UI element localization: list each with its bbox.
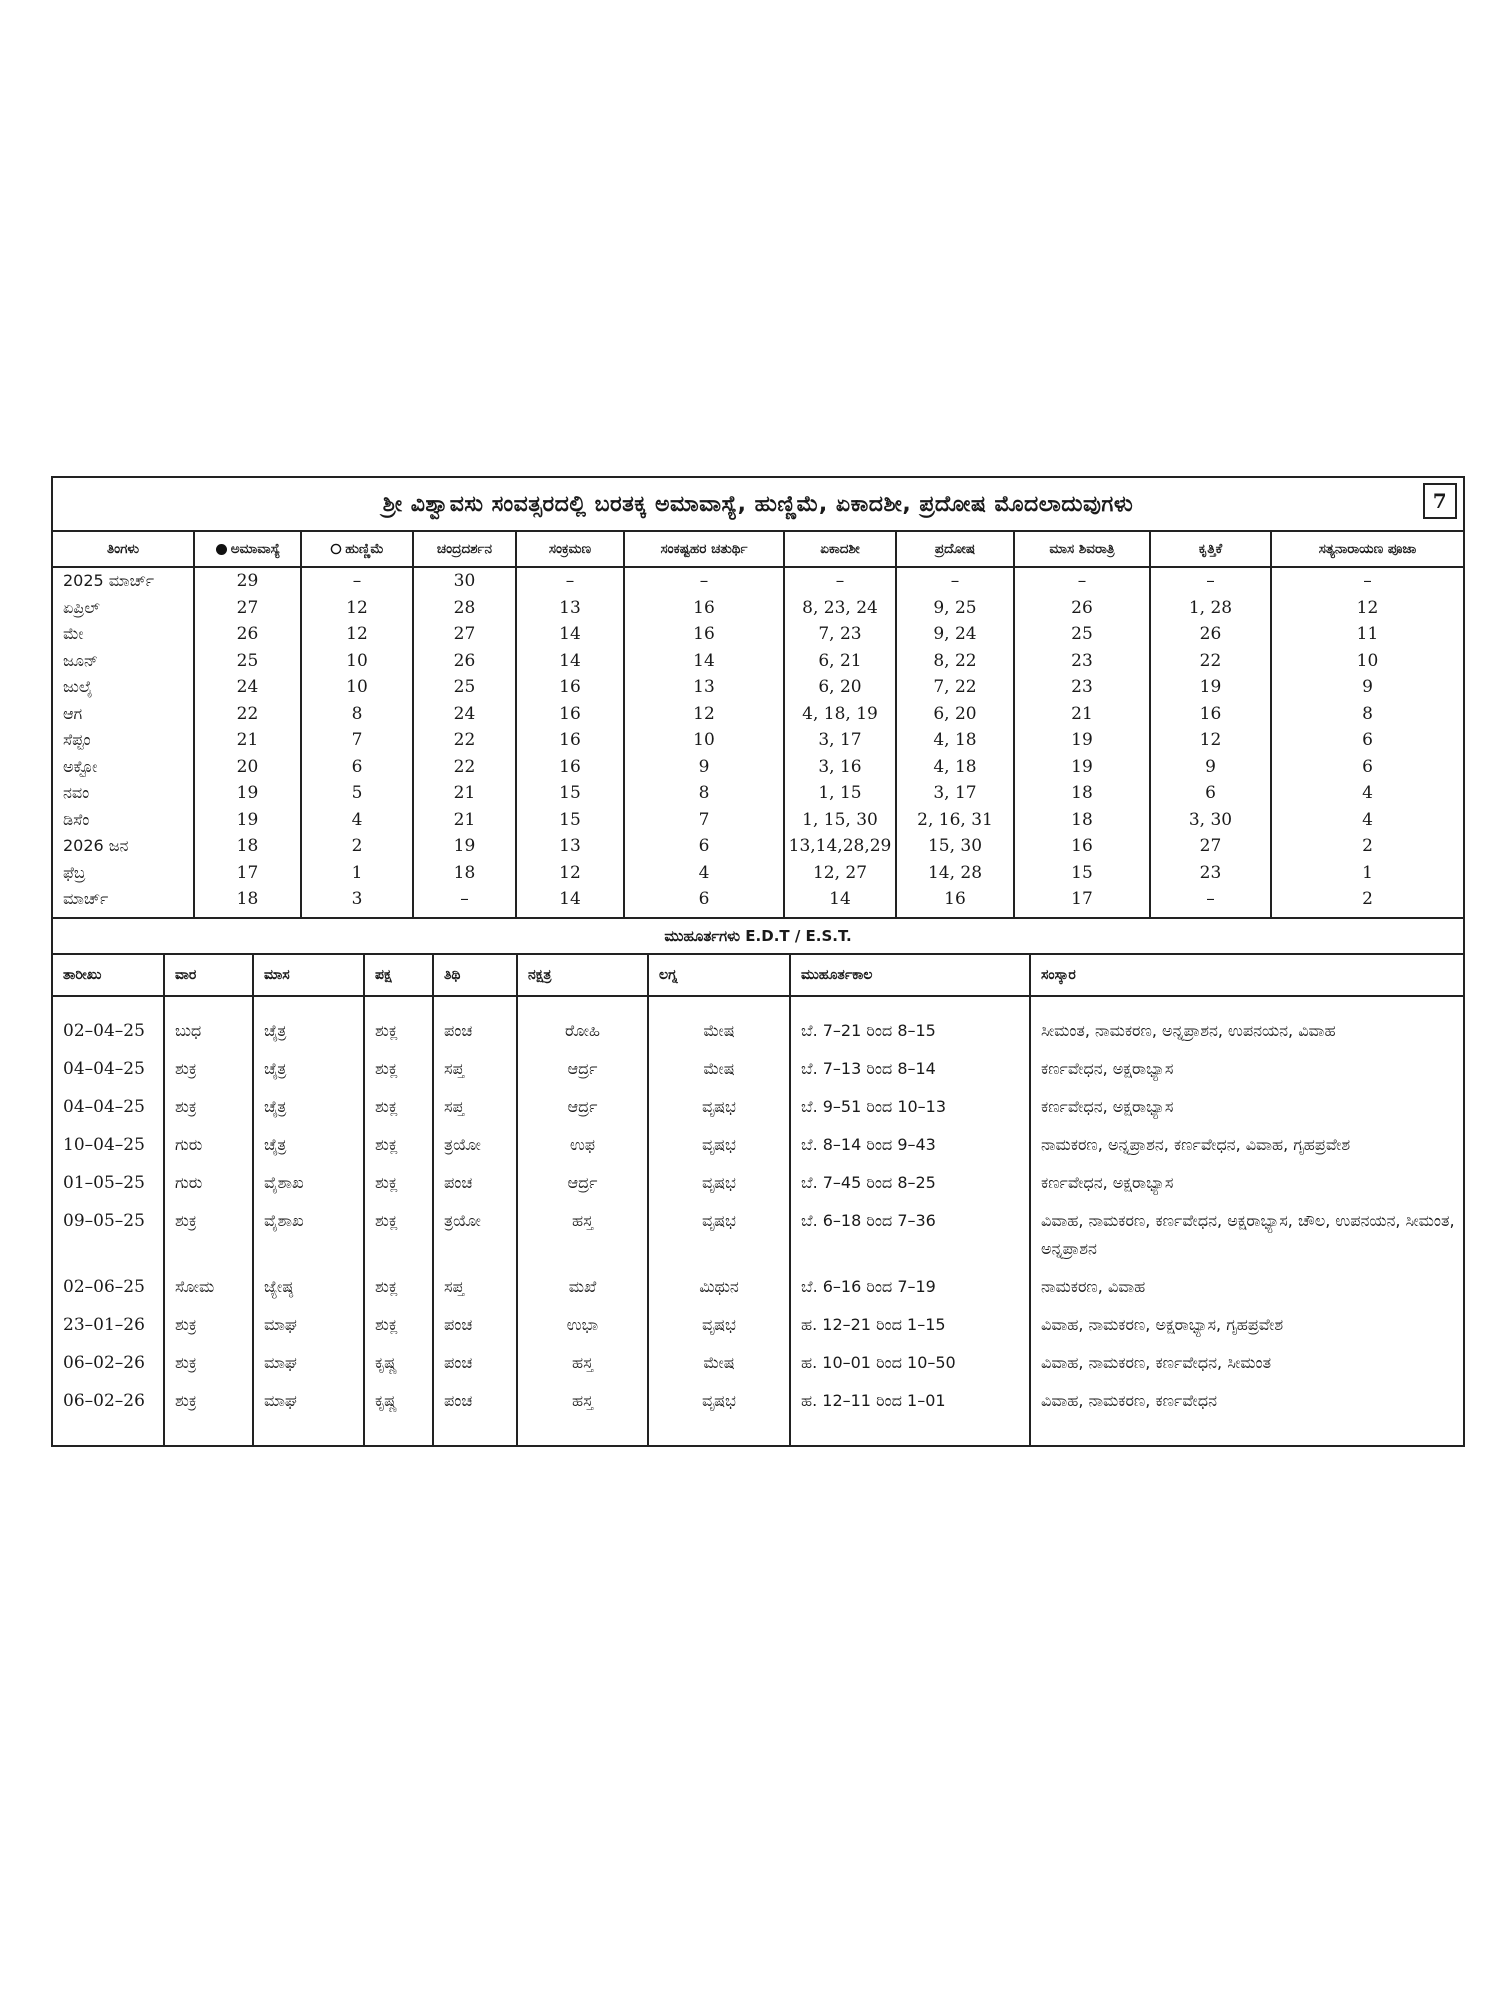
cell-krittike: 23 — [1150, 860, 1271, 887]
cell-pradosha: – — [896, 567, 1014, 595]
cell-amavasya: 29 — [194, 567, 301, 595]
cell-chandra-darshana: 24 — [413, 701, 516, 728]
cell-vara: ಶುಕ್ರ — [164, 1088, 253, 1126]
cell-amavasya: 19 — [194, 807, 301, 834]
cell-chaturthi: 16 — [624, 595, 784, 622]
cell-tithi: ಪಂಚ — [433, 1382, 517, 1445]
muhurta-row — [53, 1306, 1463, 1344]
header-samskara: ಸಂಸ್ಕಾರ — [1030, 955, 1463, 996]
cell-ekadashi: 13,14,28,29 — [784, 833, 896, 860]
cell-sankramana: 14 — [516, 621, 624, 648]
muhurta-row — [53, 1344, 1463, 1382]
cell-hunnime: – — [301, 567, 413, 595]
cell-satyanarayana: 10 — [1271, 648, 1463, 675]
cell-krittike: 1, 28 — [1150, 595, 1271, 622]
calendar-sheet — [51, 476, 1465, 1447]
header-muhurta-kala: ಮುಹೂರ್ತಕಾಲ — [790, 955, 1030, 996]
cell-amavasya: 21 — [194, 727, 301, 754]
cell-samskara: ವಿವಾಹ, ನಾಮಕರಣ, ಅಕ್ಷರಾಭ್ಯಾಸ, ಗೃಹಪ್ರವೇಶ — [1030, 1306, 1463, 1344]
festival-row — [53, 807, 1463, 834]
header-krittike: ಕೃತ್ತಿಕೆ — [1150, 532, 1271, 567]
cell-sankramana: 14 — [516, 886, 624, 917]
cell-shivaratri: 18 — [1014, 807, 1150, 834]
cell-tithi: ಸಪ್ತ — [433, 1268, 517, 1306]
cell-chandra-darshana: 25 — [413, 674, 516, 701]
cell-nakshatra: ಹಸ್ತ — [517, 1344, 648, 1382]
cell-tithi: ಸಪ್ತ — [433, 1050, 517, 1088]
cell-amavasya: 17 — [194, 860, 301, 887]
cell-chandra-darshana: 22 — [413, 727, 516, 754]
cell-paksha: ಶುಕ್ಲ — [364, 996, 433, 1050]
cell-ekadashi: 14 — [784, 886, 896, 917]
cell-date: 06–02–26 — [63, 1352, 145, 1373]
cell-lagna: ವೃಷಭ — [648, 1164, 790, 1202]
cell-chandra-darshana: 27 — [413, 621, 516, 648]
cell-chandra-darshana: – — [413, 886, 516, 917]
cell-pradosha: 6, 20 — [896, 701, 1014, 728]
cell-pradosha: 7, 22 — [896, 674, 1014, 701]
muhurta-row — [53, 1164, 1463, 1202]
cell-shivaratri: 21 — [1014, 701, 1150, 728]
cell-lagna: ಮೇಷ — [648, 1050, 790, 1088]
cell-krittike: 16 — [1150, 701, 1271, 728]
cell-lagna: ವೃಷಭ — [648, 1202, 790, 1268]
cell-nakshatra: ರೋಹಿ — [517, 996, 648, 1050]
cell-pradosha: 4, 18 — [896, 727, 1014, 754]
cell-muhurta-kala: ಬೆ. 6–16 ರಿಂದ 7–19 — [790, 1268, 1030, 1306]
festival-row — [53, 567, 1463, 595]
page-title: ಶ್ರೀ ವಿಶ್ವಾವಸು ಸಂವತ್ಸರದಲ್ಲಿ ಬರತಕ್ಕ ಅಮಾವಾಸ್ಯೆ, ಹುಣ್ಣಿಮೆ, ಏಕಾದಶೀ, ಪ್ರದೋಷ ಮೊದಲಾದುವುಗಳು — [382, 491, 1134, 517]
cell-hunnime: 12 — [301, 621, 413, 648]
muhurta-row — [53, 1382, 1463, 1445]
cell-masa: ವೈಶಾಖ — [253, 1202, 364, 1268]
cell-hunnime: 3 — [301, 886, 413, 917]
cell-sankramana: 13 — [516, 833, 624, 860]
header-satyanarayana: ಸತ್ಯನಾರಾಯಣ ಪೂಜಾ — [1271, 532, 1463, 567]
cell-pradosha: 3, 17 — [896, 780, 1014, 807]
cell-lagna: ವೃಷಭ — [648, 1306, 790, 1344]
open-circle-icon — [330, 543, 342, 555]
cell-paksha: ಶುಕ್ಲ — [364, 1088, 433, 1126]
cell-muhurta-kala: ಹ. 12–11 ರಿಂದ 1–01 — [790, 1382, 1030, 1445]
cell-chaturthi: 6 — [624, 886, 784, 917]
cell-shivaratri: 16 — [1014, 833, 1150, 860]
cell-tithi: ಪಂಚ — [433, 1164, 517, 1202]
header-pradosha: ಪ್ರದೋಷ — [896, 532, 1014, 567]
cell-krittike: 19 — [1150, 674, 1271, 701]
cell-month: ಸೆಪ್ಟಂ — [63, 730, 91, 750]
cell-hunnime: 5 — [301, 780, 413, 807]
cell-samskara: ನಾಮಕರಣ, ವಿವಾಹ — [1030, 1268, 1463, 1306]
muhurta-row — [53, 1268, 1463, 1306]
cell-month: ಅಕ್ಟೋ — [63, 756, 98, 776]
cell-samskara: ಕರ್ಣವೇಧನ, ಅಕ್ಷರಾಭ್ಯಾಸ — [1030, 1164, 1463, 1202]
cell-month: ನವಂ — [63, 783, 90, 803]
cell-chaturthi: – — [624, 567, 784, 595]
cell-ekadashi: 8, 23, 24 — [784, 595, 896, 622]
cell-krittike: 22 — [1150, 648, 1271, 675]
muhurta-heading: ಮುಹೂರ್ತಗಳು E.D.T / E.S.T. — [53, 917, 1463, 955]
cell-lagna: ಮಿಥುನ — [648, 1268, 790, 1306]
cell-shivaratri: – — [1014, 567, 1150, 595]
cell-chaturthi: 12 — [624, 701, 784, 728]
cell-masa: ಮಾಘ — [253, 1382, 364, 1445]
cell-pradosha: 2, 16, 31 — [896, 807, 1014, 834]
cell-samskara: ನಾಮಕರಣ, ಅನ್ನಪ್ರಾಶನ, ಕರ್ಣವೇಧನ, ವಿವಾಹ, ಗೃಹಪ್ರವೇಶ — [1030, 1126, 1463, 1164]
cell-date: 04–04–25 — [63, 1096, 145, 1117]
cell-sankramana: – — [516, 567, 624, 595]
cell-hunnime: 2 — [301, 833, 413, 860]
cell-month: ಮಾರ್ಚ್ — [63, 889, 109, 909]
cell-satyanarayana: 4 — [1271, 807, 1463, 834]
festival-table — [53, 532, 1463, 917]
cell-vara: ಶುಕ್ರ — [164, 1382, 253, 1445]
cell-month: ಜುಲೈ — [63, 677, 93, 697]
cell-vara: ಶುಕ್ರ — [164, 1202, 253, 1268]
cell-vara: ಗುರು — [164, 1126, 253, 1164]
cell-date: 02–06–25 — [63, 1276, 145, 1297]
cell-pradosha: 9, 24 — [896, 621, 1014, 648]
cell-date: 01–05–25 — [63, 1172, 145, 1193]
cell-hunnime: 6 — [301, 754, 413, 781]
cell-lagna: ಮೇಷ — [648, 996, 790, 1050]
cell-samskara: ಸೀಮಂತ, ನಾಮಕರಣ, ಅನ್ನಪ್ರಾಶನ, ಉಪನಯನ, ವಿವಾಹ — [1030, 996, 1463, 1050]
cell-chandra-darshana: 21 — [413, 780, 516, 807]
cell-shivaratri: 15 — [1014, 860, 1150, 887]
cell-hunnime: 4 — [301, 807, 413, 834]
cell-paksha: ಕೃಷ್ಣ — [364, 1344, 433, 1382]
cell-masa: ಚೈತ್ರ — [253, 1050, 364, 1088]
cell-date: 10–04–25 — [63, 1134, 145, 1155]
cell-chaturthi: 4 — [624, 860, 784, 887]
cell-paksha: ಶುಕ್ಲ — [364, 1126, 433, 1164]
cell-samskara: ವಿವಾಹ, ನಾಮಕರಣ, ಕರ್ಣವೇಧನ, ಅಕ್ಷರಾಭ್ಯಾಸ, ಚೌಲ, ಉಪನಯನ, ಸೀಮಂತ, ಅನ್ನಪ್ರಾಶನ — [1030, 1202, 1463, 1268]
cell-satyanarayana: 6 — [1271, 754, 1463, 781]
cell-chandra-darshana: 30 — [413, 567, 516, 595]
cell-samskara: ಕರ್ಣವೇಧನ, ಅಕ್ಷರಾಭ್ಯಾಸ — [1030, 1088, 1463, 1126]
cell-chaturthi: 13 — [624, 674, 784, 701]
cell-nakshatra: ಉಭಾ — [517, 1306, 648, 1344]
cell-masa: ಮಾಘ — [253, 1344, 364, 1382]
cell-chandra-darshana: 22 — [413, 754, 516, 781]
cell-month: 2026 ಜನ — [63, 836, 129, 856]
cell-muhurta-kala: ಹ. 12–21 ರಿಂದ 1–15 — [790, 1306, 1030, 1344]
header-nakshatra: ನಕ್ಷತ್ರ — [517, 955, 648, 996]
muhurta-row — [53, 1126, 1463, 1164]
header-hunnime — [301, 532, 413, 567]
cell-krittike: – — [1150, 886, 1271, 917]
cell-lagna: ವೃಷಭ — [648, 1382, 790, 1445]
cell-chaturthi: 10 — [624, 727, 784, 754]
cell-paksha: ಶುಕ್ಲ — [364, 1268, 433, 1306]
header-paksha: ಪಕ್ಷ — [364, 955, 433, 996]
cell-muhurta-kala: ಹ. 10–01 ರಿಂದ 10–50 — [790, 1344, 1030, 1382]
cell-shivaratri: 19 — [1014, 754, 1150, 781]
cell-muhurta-kala: ಬೆ. 8–14 ರಿಂದ 9–43 — [790, 1126, 1030, 1164]
cell-sankramana: 12 — [516, 860, 624, 887]
muhurta-row — [53, 996, 1463, 1050]
cell-samskara: ವಿವಾಹ, ನಾಮಕರಣ, ಕರ್ಣವೇಧನ, ಸೀಮಂತ — [1030, 1344, 1463, 1382]
cell-ekadashi: – — [784, 567, 896, 595]
cell-hunnime: 12 — [301, 595, 413, 622]
cell-chaturthi: 9 — [624, 754, 784, 781]
cell-vara: ಬುಧ — [164, 996, 253, 1050]
cell-paksha: ಶುಕ್ಲ — [364, 1202, 433, 1268]
cell-krittike: 3, 30 — [1150, 807, 1271, 834]
cell-paksha: ಕೃಷ್ಣ — [364, 1382, 433, 1445]
festival-row — [53, 860, 1463, 887]
header-shivaratri: ಮಾಸ ಶಿವರಾತ್ರಿ — [1014, 532, 1150, 567]
cell-shivaratri: 23 — [1014, 674, 1150, 701]
cell-lagna: ವೃಷಭ — [648, 1126, 790, 1164]
cell-hunnime: 10 — [301, 648, 413, 675]
cell-amavasya: 24 — [194, 674, 301, 701]
cell-samskara: ಕರ್ಣವೇಧನ, ಅಕ್ಷರಾಭ್ಯಾಸ — [1030, 1050, 1463, 1088]
cell-hunnime: 10 — [301, 674, 413, 701]
cell-satyanarayana: 11 — [1271, 621, 1463, 648]
page-number: 7 — [1423, 483, 1457, 519]
cell-ekadashi: 12, 27 — [784, 860, 896, 887]
header-chaturthi: ಸಂಕಷ್ಟಹರ ಚತುರ್ಥಿ — [624, 532, 784, 567]
festival-row — [53, 727, 1463, 754]
festival-row — [53, 648, 1463, 675]
header-tithi: ತಿಥಿ — [433, 955, 517, 996]
cell-masa: ಚೈತ್ರ — [253, 996, 364, 1050]
cell-shivaratri: 17 — [1014, 886, 1150, 917]
cell-sankramana: 16 — [516, 727, 624, 754]
cell-chandra-darshana: 26 — [413, 648, 516, 675]
cell-vara: ಶುಕ್ರ — [164, 1344, 253, 1382]
cell-pradosha: 4, 18 — [896, 754, 1014, 781]
cell-masa: ಚೈತ್ರ — [253, 1126, 364, 1164]
cell-ekadashi: 1, 15, 30 — [784, 807, 896, 834]
cell-pradosha: 14, 28 — [896, 860, 1014, 887]
cell-nakshatra: ಆರ್ದ್ರ — [517, 1088, 648, 1126]
cell-muhurta-kala: ಬೆ. 7–13 ರಿಂದ 8–14 — [790, 1050, 1030, 1088]
cell-month: ಡಿಸೆಂ — [63, 809, 90, 829]
festival-row — [53, 701, 1463, 728]
cell-satyanarayana: 2 — [1271, 886, 1463, 917]
cell-month: ಫೆಬ್ರ — [63, 862, 86, 882]
cell-tithi: ಪಂಚ — [433, 996, 517, 1050]
cell-amavasya: 20 — [194, 754, 301, 781]
cell-chandra-darshana: 19 — [413, 833, 516, 860]
cell-ekadashi: 6, 20 — [784, 674, 896, 701]
cell-vara: ಶುಕ್ರ — [164, 1306, 253, 1344]
cell-satyanarayana: 9 — [1271, 674, 1463, 701]
muhurta-row — [53, 1202, 1463, 1268]
cell-samskara: ವಿವಾಹ, ನಾಮಕರಣ, ಕರ್ಣವೇಧನ — [1030, 1382, 1463, 1445]
festival-row — [53, 886, 1463, 917]
cell-nakshatra: ಹಸ್ತ — [517, 1202, 648, 1268]
cell-krittike: 9 — [1150, 754, 1271, 781]
festival-row — [53, 674, 1463, 701]
cell-krittike: 6 — [1150, 780, 1271, 807]
cell-ekadashi: 4, 18, 19 — [784, 701, 896, 728]
cell-lagna: ಮೇಷ — [648, 1344, 790, 1382]
cell-date: 06–02–26 — [63, 1390, 145, 1411]
cell-sankramana: 15 — [516, 807, 624, 834]
festival-row — [53, 595, 1463, 622]
cell-satyanarayana: 4 — [1271, 780, 1463, 807]
cell-pradosha: 16 — [896, 886, 1014, 917]
cell-chandra-darshana: 28 — [413, 595, 516, 622]
cell-tithi: ಪಂಚ — [433, 1344, 517, 1382]
cell-shivaratri: 19 — [1014, 727, 1150, 754]
cell-date: 04–04–25 — [63, 1058, 145, 1079]
cell-satyanarayana: 12 — [1271, 595, 1463, 622]
cell-ekadashi: 7, 23 — [784, 621, 896, 648]
cell-amavasya: 25 — [194, 648, 301, 675]
header-hunnime-label: ಹುಣ್ಣಿಮೆ — [345, 541, 384, 557]
header-amavasya-label: ಅಮಾವಾಸ್ಯೆ — [230, 541, 281, 557]
cell-sankramana: 13 — [516, 595, 624, 622]
cell-krittike: – — [1150, 567, 1271, 595]
cell-nakshatra: ಆರ್ದ್ರ — [517, 1164, 648, 1202]
cell-month: ಜೂನ್ — [63, 650, 99, 670]
cell-tithi: ತ್ರಯೋ — [433, 1202, 517, 1268]
cell-shivaratri: 18 — [1014, 780, 1150, 807]
muhurta-row — [53, 1050, 1463, 1088]
cell-muhurta-kala: ಬೆ. 7–45 ರಿಂದ 8–25 — [790, 1164, 1030, 1202]
cell-satyanarayana: 8 — [1271, 701, 1463, 728]
cell-hunnime: 1 — [301, 860, 413, 887]
header-masa: ಮಾಸ — [253, 955, 364, 996]
cell-tithi: ತ್ರಯೋ — [433, 1126, 517, 1164]
cell-hunnime: 7 — [301, 727, 413, 754]
header-date: ತಾರೀಖು — [53, 955, 164, 996]
cell-muhurta-kala: ಬೆ. 7–21 ರಿಂದ 8–15 — [790, 996, 1030, 1050]
cell-amavasya: 26 — [194, 621, 301, 648]
cell-ekadashi: 3, 16 — [784, 754, 896, 781]
cell-chaturthi: 7 — [624, 807, 784, 834]
cell-nakshatra: ಉಫ — [517, 1126, 648, 1164]
cell-tithi: ಪಂಚ — [433, 1306, 517, 1344]
cell-sankramana: 16 — [516, 754, 624, 781]
header-amavasya — [194, 532, 301, 567]
cell-date: 02–04–25 — [63, 1020, 145, 1041]
header-ekadashi: ಏಕಾದಶೀ — [784, 532, 896, 567]
cell-pradosha: 8, 22 — [896, 648, 1014, 675]
cell-nakshatra: ಹಸ್ತ — [517, 1382, 648, 1445]
header-lagna: ಲಗ್ನ — [648, 955, 790, 996]
header-vara: ವಾರ — [164, 955, 253, 996]
cell-muhurta-kala: ಬೆ. 9–51 ರಿಂದ 10–13 — [790, 1088, 1030, 1126]
cell-month: ಏಪ್ರಿಲ್ — [63, 597, 100, 617]
cell-paksha: ಶುಕ್ಲ — [364, 1306, 433, 1344]
cell-shivaratri: 23 — [1014, 648, 1150, 675]
cell-masa: ಮಾಘ — [253, 1306, 364, 1344]
muhurta-table-body — [53, 996, 1463, 1445]
cell-paksha: ಶುಕ್ಲ — [364, 1164, 433, 1202]
cell-ekadashi: 6, 21 — [784, 648, 896, 675]
cell-hunnime: 8 — [301, 701, 413, 728]
cell-satyanarayana: 1 — [1271, 860, 1463, 887]
muhurta-header-row — [53, 955, 1463, 996]
cell-shivaratri: 26 — [1014, 595, 1150, 622]
cell-chaturthi: 6 — [624, 833, 784, 860]
cell-nakshatra: ಮಖೆ — [517, 1268, 648, 1306]
cell-amavasya: 18 — [194, 886, 301, 917]
cell-tithi: ಸಪ್ತ — [433, 1088, 517, 1126]
muhurta-table — [53, 955, 1463, 1445]
cell-krittike: 26 — [1150, 621, 1271, 648]
cell-satyanarayana: – — [1271, 567, 1463, 595]
festival-row — [53, 780, 1463, 807]
cell-chandra-darshana: 21 — [413, 807, 516, 834]
header-month: ತಿಂಗಳು — [53, 532, 194, 567]
festival-header-row — [53, 532, 1463, 567]
cell-sankramana: 16 — [516, 674, 624, 701]
cell-chaturthi: 8 — [624, 780, 784, 807]
cell-amavasya: 18 — [194, 833, 301, 860]
cell-pradosha: 15, 30 — [896, 833, 1014, 860]
header-sankramana: ಸಂಕ್ರಮಣ — [516, 532, 624, 567]
cell-chaturthi: 14 — [624, 648, 784, 675]
title-bar — [53, 478, 1463, 532]
cell-vara: ಗುರು — [164, 1164, 253, 1202]
cell-month: ಮೇ — [63, 624, 84, 644]
cell-muhurta-kala: ಬೆ. 6–18 ರಿಂದ 7–36 — [790, 1202, 1030, 1268]
cell-date: 09–05–25 — [63, 1210, 145, 1231]
cell-nakshatra: ಆರ್ದ್ರ — [517, 1050, 648, 1088]
cell-sankramana: 14 — [516, 648, 624, 675]
cell-date: 23–01–26 — [63, 1314, 145, 1335]
filled-circle-icon — [215, 543, 228, 556]
cell-amavasya: 27 — [194, 595, 301, 622]
cell-chandra-darshana: 18 — [413, 860, 516, 887]
festival-row — [53, 754, 1463, 781]
cell-month: ಆಗ — [63, 703, 83, 723]
cell-paksha: ಶುಕ್ಲ — [364, 1050, 433, 1088]
cell-satyanarayana: 2 — [1271, 833, 1463, 860]
cell-ekadashi: 1, 15 — [784, 780, 896, 807]
cell-sankramana: 15 — [516, 780, 624, 807]
cell-amavasya: 22 — [194, 701, 301, 728]
festival-table-body — [53, 567, 1463, 917]
cell-vara: ಶುಕ್ರ — [164, 1050, 253, 1088]
cell-sankramana: 16 — [516, 701, 624, 728]
cell-lagna: ವೃಷಭ — [648, 1088, 790, 1126]
cell-month: 2025 ಮಾರ್ಚ್ — [63, 571, 155, 591]
cell-ekadashi: 3, 17 — [784, 727, 896, 754]
cell-shivaratri: 25 — [1014, 621, 1150, 648]
cell-pradosha: 9, 25 — [896, 595, 1014, 622]
cell-masa: ವೈಶಾಖ — [253, 1164, 364, 1202]
cell-amavasya: 19 — [194, 780, 301, 807]
header-chandra-darshana: ಚಂದ್ರದರ್ಶನ — [413, 532, 516, 567]
festival-row — [53, 621, 1463, 648]
festival-row — [53, 833, 1463, 860]
cell-krittike: 27 — [1150, 833, 1271, 860]
cell-vara: ಸೋಮ — [164, 1268, 253, 1306]
cell-satyanarayana: 6 — [1271, 727, 1463, 754]
cell-masa: ಚೈತ್ರ — [253, 1088, 364, 1126]
cell-krittike: 12 — [1150, 727, 1271, 754]
cell-chaturthi: 16 — [624, 621, 784, 648]
cell-masa: ಜ್ಯೇಷ್ಠ — [253, 1268, 364, 1306]
muhurta-row — [53, 1088, 1463, 1126]
